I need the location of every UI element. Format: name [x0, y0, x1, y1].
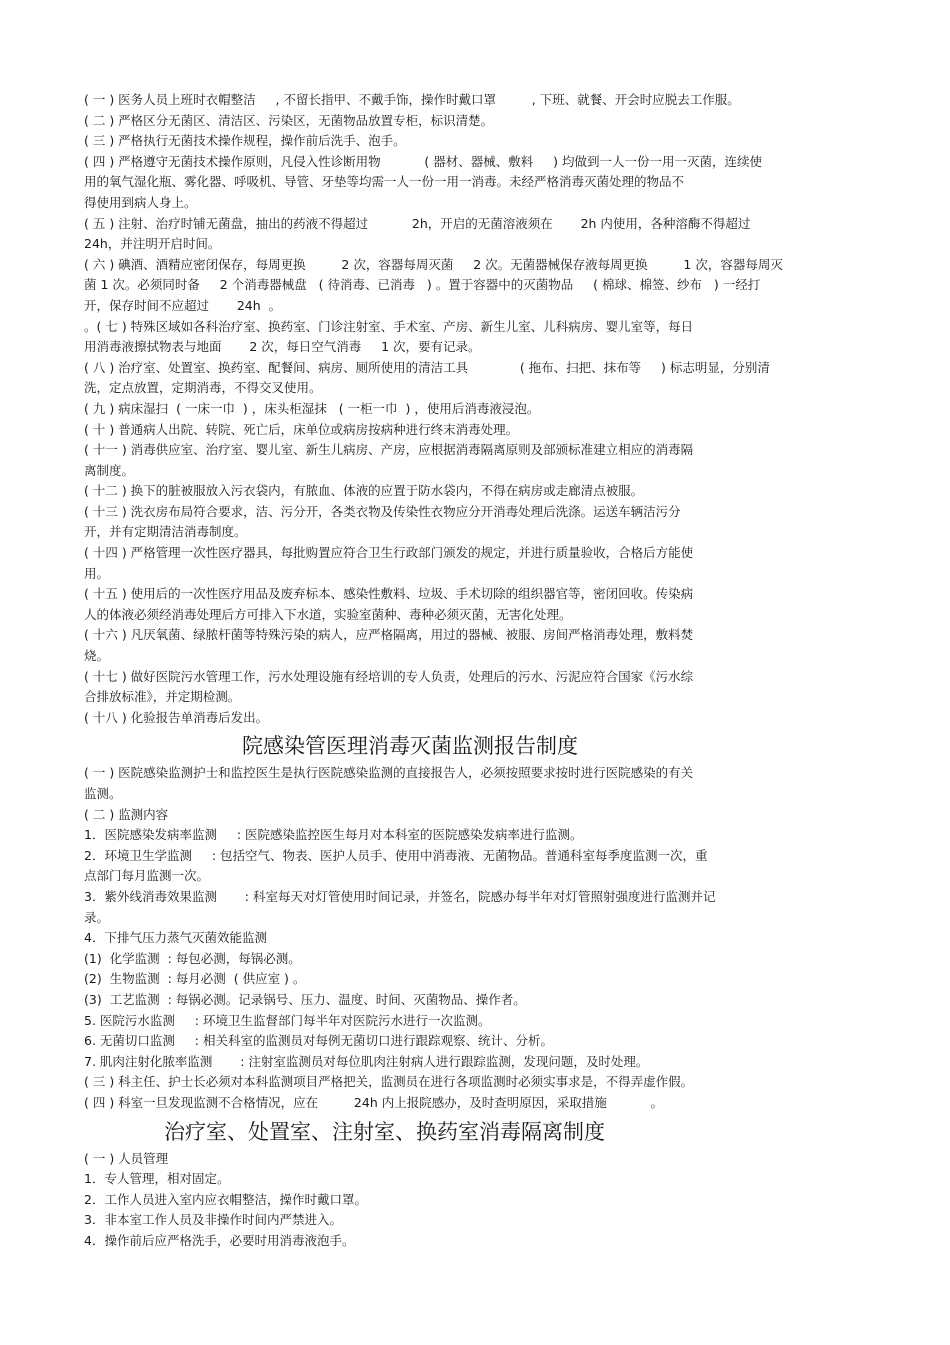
rule-line: ( 十四 ) 严格管理一次性医疗器具，每批购置应符合卫生行政部门颁发的规定，并进行质量验收，合格后方能使	[84, 545, 694, 561]
monitoring-line: (1) 化学监测 : 每包必测，每锅必测。	[84, 950, 301, 966]
rule-line: ( 五 ) 注射、治疗时铺无菌盘，抽出的药液不得超过 2h，开启的无菌溶液须在 2h 内使用，各种溶酶不得超过	[84, 215, 751, 231]
rule-line: ( 十六 ) 凡厌氧菌、绿脓杆菌等特殊污染的病人，应严格隔离，用过的器械、被服、房间严格消毒处理，敷料焚	[84, 627, 694, 643]
document-page	[84, 90, 844, 1251]
monitoring-line: 录。	[84, 909, 110, 925]
rule-line: 菌 1 次。必须同时备 2 个消毒器械盘 ( 待消毒、已消毒 ) 。置于容器中的灭菌物品 ( 棉球、棉签、纱布 ) 一经打	[84, 277, 761, 293]
rule-line: ( 六 ) 碘酒、酒精应密闭保存，每周更换 2 次，容器每周灭菌 2 次。无菌器械保存液每周更换 1 次，容器每周灭	[84, 256, 783, 272]
monitoring-line: (2) 生物监测 : 每月必测 ( 供应室 ) 。	[84, 971, 306, 987]
isolation-line: 4．操作前后应严格洗手，必要时用消毒液泡手。	[84, 1232, 355, 1248]
monitoring-line: 5. 医院污水监测 : 环境卫生监督部门每半年对医院污水进行一次监测。	[84, 1012, 491, 1028]
monitoring-line: 1．医院感染发病率监测 : 医院感染监控医生每月对本科室的医院感染发病率进行监测。	[84, 827, 583, 843]
rule-line: ( 十七 ) 做好医院污水管理工作，污水处理设施有经培训的专人负责，处理后的污水、污泥应符合国家《污水综	[84, 668, 694, 684]
rule-line: 用消毒液擦拭物表与地面 2 次，每日空气消毒 1 次，要有记录。	[84, 339, 481, 355]
monitoring-line: (3) 工艺监测 : 每锅必测。记录锅号、压力、温度、时间、灭菌物品、操作者。	[84, 991, 526, 1007]
monitoring-line: 监测。	[84, 786, 122, 801]
rule-line: ( 十 ) 普通病人出院、转院、死亡后，床单位或病房按病种进行终末消毒处理。	[84, 421, 519, 437]
rule-line: 烧。	[84, 648, 110, 664]
rule-line: ( 十八 ) 化验报告单消毒后发出。	[84, 709, 269, 725]
rule-line: ( 十一 ) 消毒供应室、治疗室、婴儿室、新生儿病房、产房，应根据消毒隔离原则及部颁标准建立相应的消毒隔	[84, 442, 694, 458]
rule-line: 人的体液必须经消毒处理后方可排入下水道，实验室菌种、毒种必须灭菌，无害化处理。	[84, 606, 572, 622]
isolation-line: 2．工作人员进入室内应衣帽整洁，操作时戴口罩。	[84, 1191, 367, 1207]
rule-line: ( 十二 ) 换下的脏被服放入污衣袋内，有脓血、体液的应置于防水袋内，不得在病房或走廊清点被服。	[84, 483, 644, 499]
monitoring-line: ( 一 ) 医院感染监测护士和监控医生是执行医院感染监测的直接报告人，必须按照要求按时进行医院感染的有关	[84, 765, 694, 781]
rule-line: ( 十五 ) 使用后的一次性医疗用品及废弃标本、感染性敷料、垃圾、手术切除的组织器官等，密闭回收。传染病	[84, 586, 694, 602]
monitoring-line: 4．下排气压力蒸气灭菌效能监测	[84, 930, 267, 946]
disinfection-rules-section	[84, 90, 844, 728]
rule-line: ( 八 ) 治疗室、处置室、换药室、配餐间、病房、厕所使用的清洁工具 ( 拖布、扫把、抹布等 ) 标志明显，分别清	[84, 359, 770, 375]
section-title-monitoring-report: 院感染管医理消毒灭菌监测报告制度	[242, 734, 578, 759]
rule-line: 开，并有定期清洁消毒制度。	[84, 524, 247, 540]
rule-line: ( 二 ) 严格区分无菌区、清洁区、污染区，无菌物品放置专柜，标识清楚。	[84, 112, 494, 128]
isolation-line: ( 一 ) 人员管理	[84, 1150, 169, 1166]
monitoring-line: 点部门每月监测一次。	[84, 868, 210, 884]
rule-line: 24h，并注明开启时间。	[84, 236, 221, 252]
monitoring-line: 3．紫外线消毒效果监测 : 科室每天对灯管使用时间记录，并签名，院感办每半年对灯管照射强度进行监测并记	[84, 888, 716, 904]
rule-line: ( 十三 ) 洗衣房布局符合要求，洁、污分开，各类衣物及传染性衣物应分开消毒处理后洗涤。运送车辆洁污分	[84, 503, 681, 519]
monitoring-line: ( 四 ) 科室一旦发现监测不合格情况，应在 24h 内上报院感办，及时查明原因，采取措施 。	[84, 1094, 663, 1110]
rule-line: ( 三 ) 严格执行无菌技术操作规程，操作前后洗手、泡手。	[84, 133, 406, 149]
rule-line: 离制度。	[84, 462, 135, 478]
monitoring-line: 7. 肌肉注射化脓率监测 : 注射室监测员对每位肌肉注射病人进行跟踪监测，发现问题，及时处理。	[84, 1053, 649, 1069]
rule-line: 合排放标准》，并定期检测。	[84, 689, 241, 705]
rule-line: ( 一 ) 医务人员上班时衣帽整洁 , 不留长指甲、不戴手饰，操作时戴口罩 , 下班、就餐、开会时应脱去工作服。	[84, 92, 740, 107]
isolation-line: 1．专人管理，相对固定。	[84, 1171, 230, 1187]
isolation-line: 3．非本室工作人员及非操作时间内严禁进入。	[84, 1212, 342, 1228]
rule-line: ( 四 ) 严格遵守无菌技术操作原则，凡侵入性诊断用物 ( 器材、器械、敷料 ) 均做到一人一份一用一灭菌，连续使	[84, 153, 762, 169]
rule-line: 用。	[84, 565, 110, 581]
monitoring-report-section	[84, 763, 844, 1113]
rule-line: 用的氧气湿化瓶、雾化器、呼吸机、导管、牙垫等均需一人一份一用一消毒。未经严格消毒灭菌处理的物品不	[84, 174, 685, 190]
monitoring-line: 2．环境卫生学监测 : 包括空气、物表、医护人员手、使用中消毒液、无菌物品。普通科室每季度监测一次，重	[84, 847, 708, 863]
monitoring-line: ( 三 ) 科主任、护士长必须对本科监测项目严格把关，监测员在进行各项监测时必须实事求是，不得弄虚作假。	[84, 1074, 694, 1090]
rule-line: 。( 七 ) 特殊区域如各科治疗室、换药室、门诊注射室、手术室、产房、新生儿室、儿科病房、婴儿室等，每日	[84, 318, 694, 334]
monitoring-line: 6. 无菌切口监测 : 相关科室的监测员对每例无菌切口进行跟踪观察、统计、分析。	[84, 1033, 553, 1049]
section-title-isolation-rules: 治疗室、处置室、注射室、换药室消毒隔离制度	[164, 1119, 605, 1144]
monitoring-line: ( 二 ) 监测内容	[84, 806, 169, 822]
isolation-rules-section	[84, 1149, 844, 1252]
rule-line: 洗，定点放置，定期消毒，不得交叉使用。	[84, 380, 322, 396]
rule-line: 得使用到病人身上。	[84, 194, 197, 210]
rule-line: 开，保存时间不应超过 24h 。	[84, 297, 282, 313]
rule-line: ( 九 ) 病床湿扫 ( 一床一巾 ) ，床头柜湿抹 ( 一柜一巾 ) ，使用后消毒液浸泡。	[84, 400, 540, 416]
